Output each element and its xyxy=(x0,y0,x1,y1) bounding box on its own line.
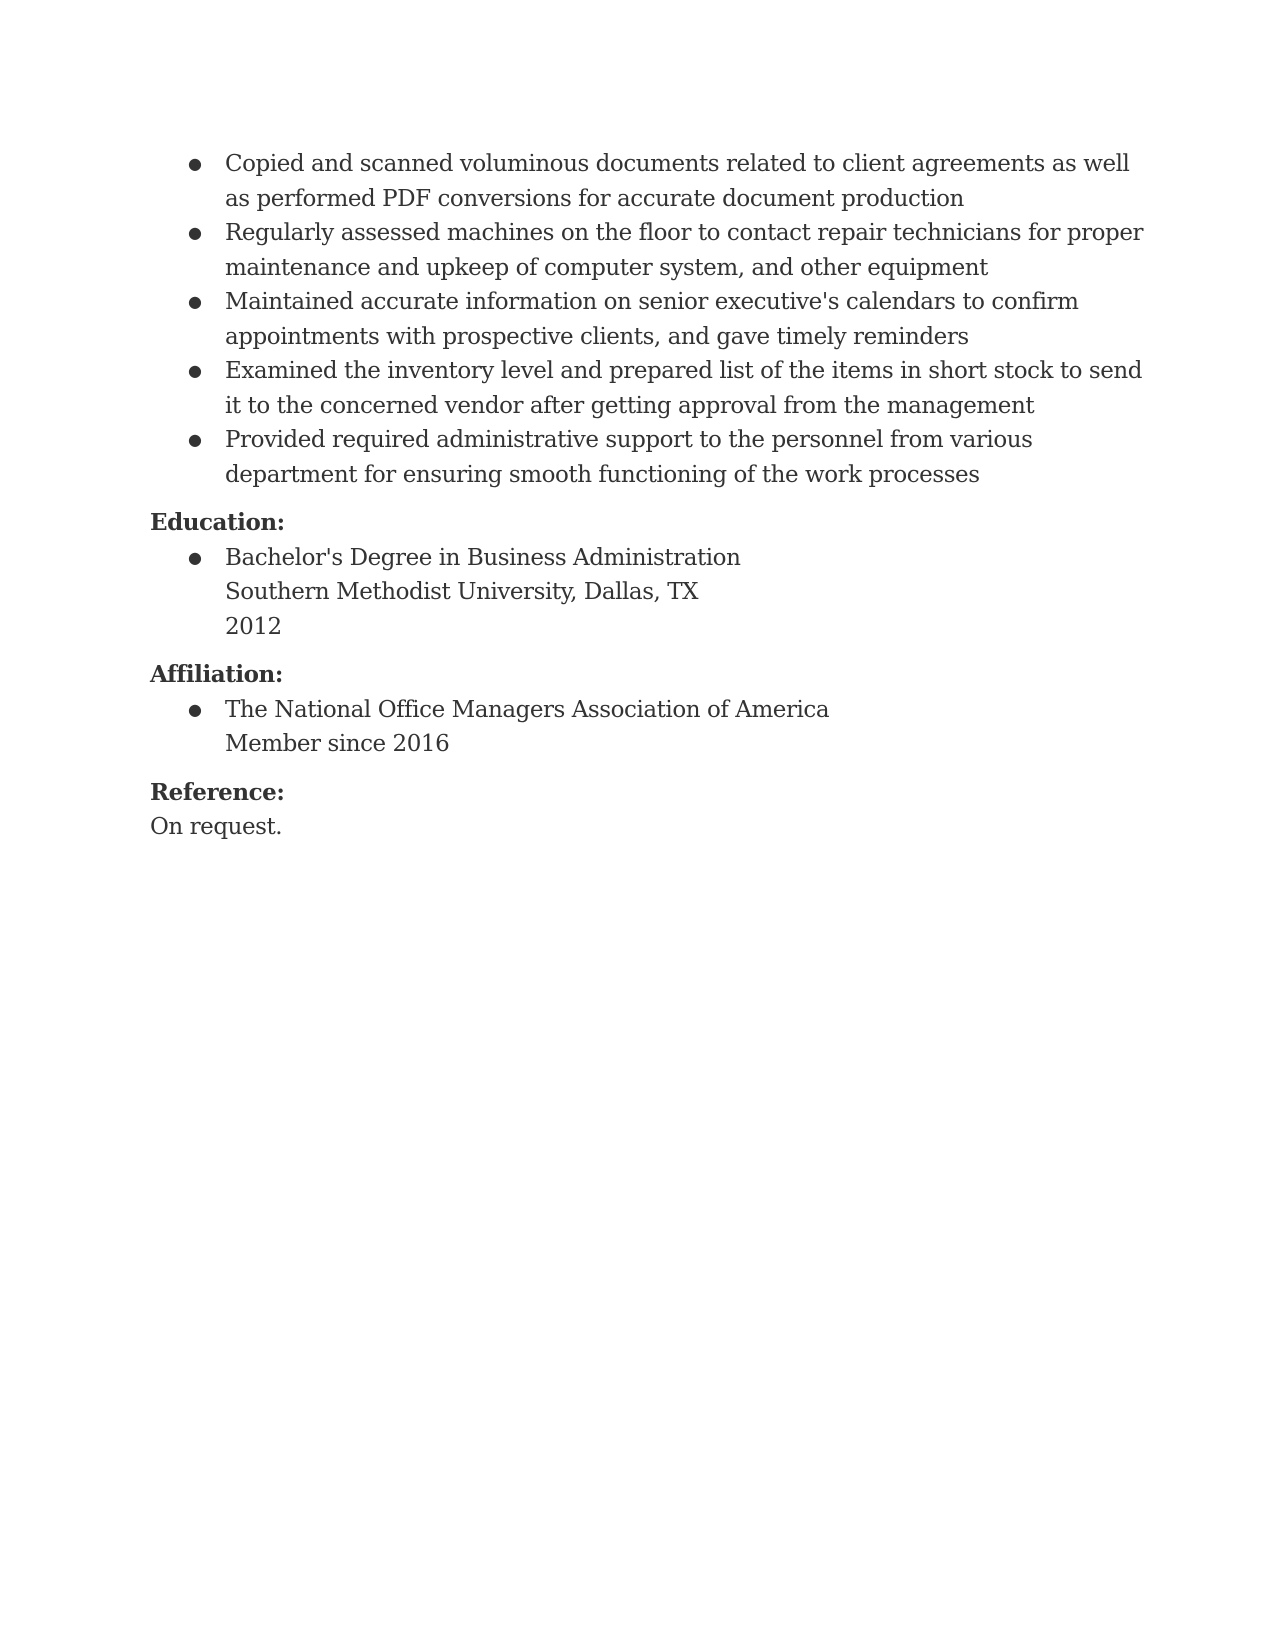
education-heading: Education: xyxy=(150,509,285,536)
membership-since: Member since 2016 xyxy=(225,731,450,757)
list-item xyxy=(150,541,1130,645)
bullet-icon: ● xyxy=(188,223,202,242)
bullet-line: it to the concerned vendor after getting approval from the management xyxy=(225,392,1035,419)
affiliation-list xyxy=(150,693,1130,762)
bullet-icon: ● xyxy=(188,699,202,719)
list-item xyxy=(150,147,1130,216)
list-item xyxy=(150,285,1130,354)
bullet-line: as performed PDF conversions for accurate document production xyxy=(225,185,964,212)
bullet-line: maintenance and upkeep of computer system, and other equipment xyxy=(225,254,988,281)
bullet-line: department for ensuring smooth functioning of the work processes xyxy=(225,461,980,488)
reference-heading: Reference: xyxy=(150,778,285,806)
list-item xyxy=(150,216,1144,285)
degree-name: Bachelor's Degree in Business Administration xyxy=(225,544,741,571)
bullet-icon: ● xyxy=(188,154,202,173)
bullet-icon: ● xyxy=(188,547,202,567)
resume-page xyxy=(150,147,1144,845)
experience-bullet-list xyxy=(150,147,1144,492)
bullet-line: appointments with prospective clients, and gave timely reminders xyxy=(225,323,969,350)
organization-name: The National Office Managers Association of America xyxy=(225,696,830,723)
bullet-line: Regularly assessed machines on the floor to contact repair technicians for proper xyxy=(225,220,1144,246)
bullet-line: Examined the inventory level and prepared list of the items in short stock to send xyxy=(225,358,1143,384)
bullet-icon: ● xyxy=(188,292,202,311)
bullet-line: Maintained accurate information on senior executive's calendars to confirm xyxy=(225,289,1079,315)
education-list xyxy=(150,541,1130,645)
bullet-line: Copied and scanned voluminous documents related to client agreements as well xyxy=(225,151,1130,177)
bullet-line: Provided required administrative support to the personnel from various xyxy=(225,427,1033,453)
university-name: Southern Methodist University, Dallas, TX xyxy=(225,579,699,605)
list-item xyxy=(150,693,1130,762)
graduation-year: 2012 xyxy=(225,613,282,640)
list-item xyxy=(150,354,1143,423)
reference-text: On request. xyxy=(150,814,283,840)
list-item xyxy=(150,423,1130,492)
bullet-icon: ● xyxy=(188,430,202,449)
bullet-icon: ● xyxy=(188,361,202,380)
affiliation-heading: Affiliation: xyxy=(150,661,283,688)
